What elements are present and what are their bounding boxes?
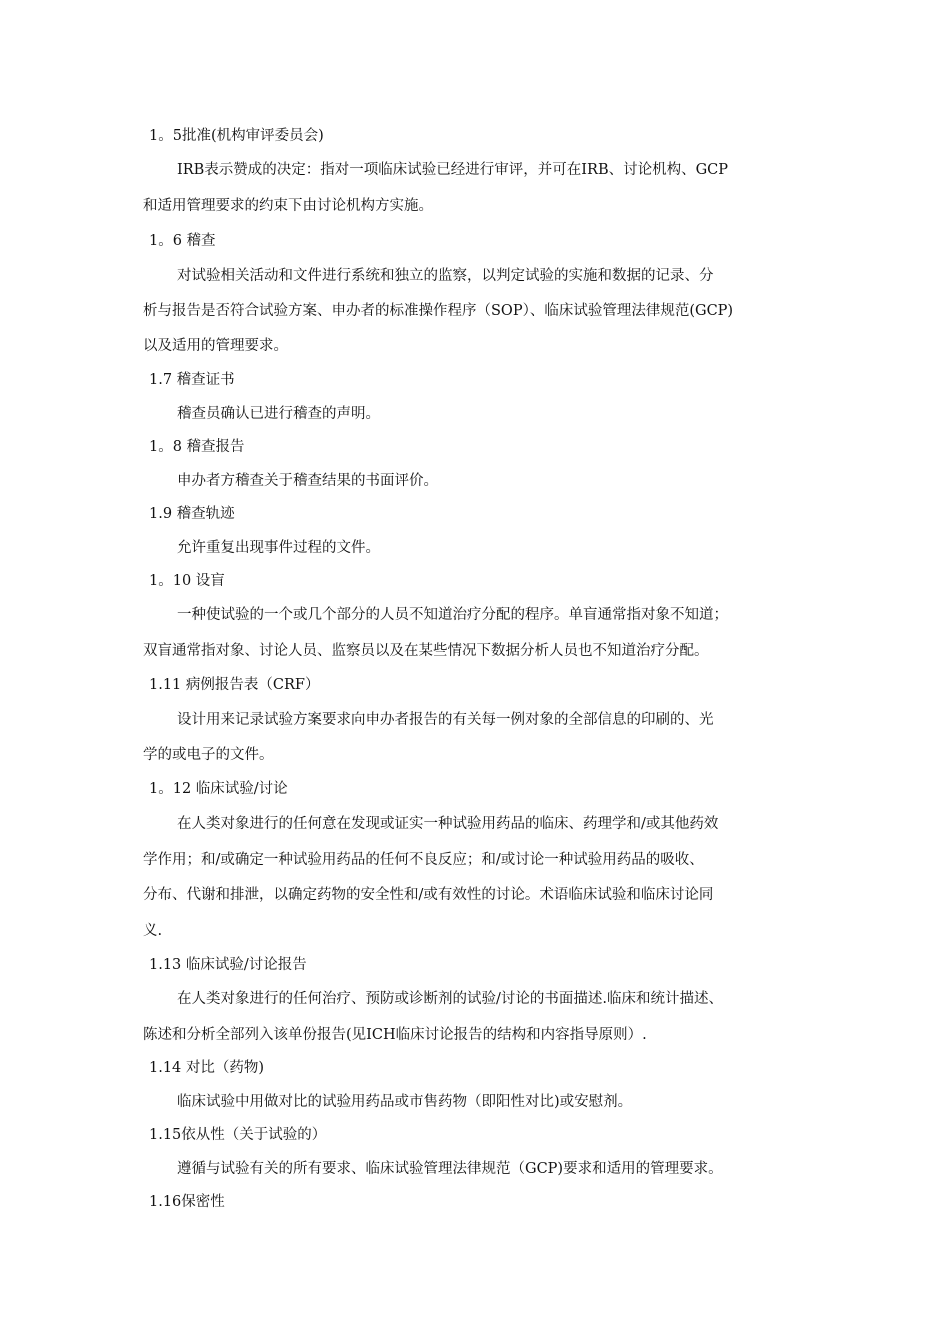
section-heading: 1.11 病例报告表（CRF）	[149, 677, 320, 693]
paragraph-line: 一种使试验的一个或几个部分的人员不知道治疗分配的程序。单盲通常指对象不知道；	[177, 607, 728, 623]
section-heading: 1。10 设盲	[149, 573, 225, 589]
paragraph-line: 陈述和分析全部列入该单份报告(见ICH临床讨论报告的结构和内容指导原则）.	[143, 1027, 647, 1043]
paragraph-line: 在人类对象进行的任何治疗、预防或诊断剂的试验/讨论的书面描述.临床和统计描述、	[177, 991, 723, 1007]
paragraph-line: 析与报告是否符合试验方案、申办者的标准操作程序（SOP）、临床试验管理法律规范(GCP)	[143, 303, 734, 319]
section-heading: 1。6 稽查	[149, 233, 216, 249]
paragraph-line: 设计用来记录试验方案要求向申办者报告的有关每一例对象的全部信息的印刷的、光	[177, 712, 714, 728]
paragraph-line: 以及适用的管理要求。	[143, 338, 288, 354]
paragraph-line: 稽查员确认已进行稽查的声明。	[177, 406, 380, 422]
paragraph-line: 和适用管理要求的约束下由讨论机构方实施。	[143, 198, 433, 214]
section-heading: 1.16保密性	[149, 1194, 225, 1210]
section-heading: 1.13 临床试验/讨论报告	[149, 957, 307, 973]
section-heading: 1。5批准(机构审评委员会)	[149, 128, 324, 144]
section-heading: 1.15依从性（关于试验的）	[149, 1127, 327, 1143]
section-heading: 1。12 临床试验/讨论	[149, 781, 288, 797]
paragraph-line: 允许重复出现事件过程的文件。	[177, 540, 380, 556]
paragraph-line: IRB表示赞成的决定：指对一项临床试验已经进行审评，并可在IRB、讨论机构、GCP	[177, 162, 729, 178]
paragraph-line: 分布、代谢和排泄，以确定药物的安全性和/或有效性的讨论。术语临床试验和临床讨论同	[143, 887, 714, 903]
paragraph-line: 申办者方稽查关于稽查结果的书面评价。	[177, 473, 438, 489]
paragraph-line: 在人类对象进行的任何意在发现或证实一种试验用药品的临床、药理学和/或其他药效	[177, 816, 719, 832]
paragraph-line: 临床试验中用做对比的试验用药品或市售药物（即阳性对比)或安慰剂。	[177, 1094, 633, 1110]
section-heading: 1。8 稽查报告	[149, 439, 245, 455]
paragraph-line: 学的或电子的文件。	[143, 747, 274, 763]
paragraph-line: 学作用；和/或确定一种试验用药品的任何不良反应；和/或讨论一种试验用药品的吸收、	[143, 852, 704, 868]
paragraph-line: 义.	[143, 923, 163, 939]
paragraph-line: 双盲通常指对象、讨论人员、监察员以及在某些情况下数据分析人员也不知道治疗分配。	[143, 643, 709, 659]
paragraph-line: 遵循与试验有关的所有要求、临床试验管理法律规范（GCP)要求和适用的管理要求。	[177, 1161, 723, 1177]
section-heading: 1.7 稽查证书	[149, 372, 235, 388]
paragraph-line: 对试验相关活动和文件进行系统和独立的监察，以判定试验的实施和数据的记录、分	[177, 268, 714, 284]
section-heading: 1.14 对比（药物)	[149, 1060, 265, 1076]
section-heading: 1.9 稽查轨迹	[149, 506, 235, 522]
